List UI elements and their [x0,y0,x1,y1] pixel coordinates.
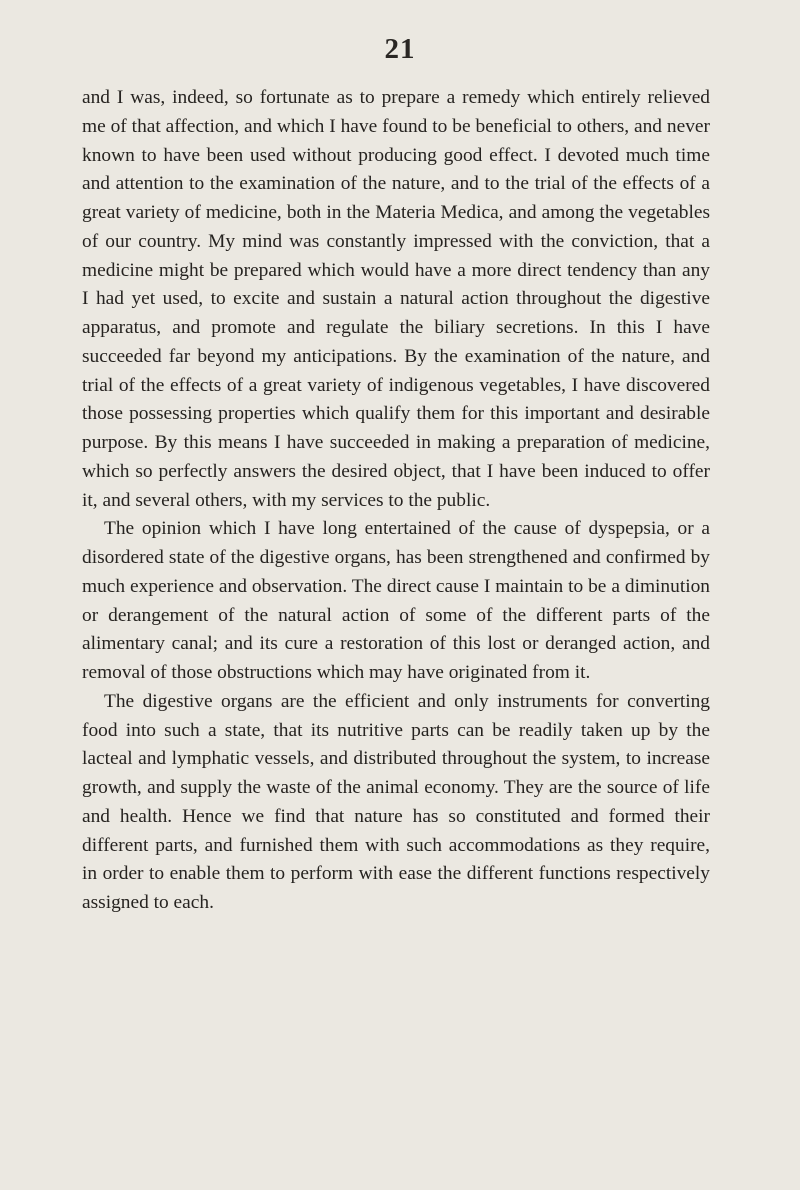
paragraph-1: and I was, indeed, so fortunate as to prepare a remedy which entirely relieved me of that affection, and which I have found to be beneficial to others, and never known to have been used without producing good effect. I devoted much time and attention to the examination of the nature, and to the trial of the effects of a great variety of medicine, both in the Materia Medica, and among the vegetables of our country. My mind was constantly impressed with the conviction, that a medicine might be prepared which would have a more direct tendency than any I had yet used, to excite and sustain a natural action throughout the digestive apparatus, and promote and regulate the biliary secretions. In this I have succeeded far beyond my anticipations. By the examination of the nature, and trial of the effects of a great variety of indigenous vegetables, I have discovered those possessing properties which qualify them for this important and desirable purpose. By this means I have succeeded in making a preparation of medicine, which so perfectly answers the desired object, that I have been induced to offer it, and several others, with my services to the public. [82,87,710,511]
page-number: 21 [384,33,416,65]
paragraph-3: The digestive organs are the efficient and only instruments for converting food into such a state, that its nutritive parts can be readily taken up by the lacteal and lymphatic vessels, and distributed throughout the system, to increase growth, and supply the waste of the animal economy. They are the source of life and health. Hence we find that nature has so constituted and formed their different parts, and furnished them with such accommodations as they require, in order to enable them to perform with ease the different functions respectively assigned to each. [82,690,710,913]
paragraph-2: The opinion which I have long entertained of the cause of dyspepsia, or a disordered state of the digestive organs, has been strengthened and confirmed by much experience and observation. The direct cause I maintain to be a diminution or derangement of the natural action of some of the different parts of the alimentary canal; and its cure a restoration of this lost or deranged action, and removal of those obstructions which may have originated from it. [82,518,710,683]
body-text [82,84,710,918]
